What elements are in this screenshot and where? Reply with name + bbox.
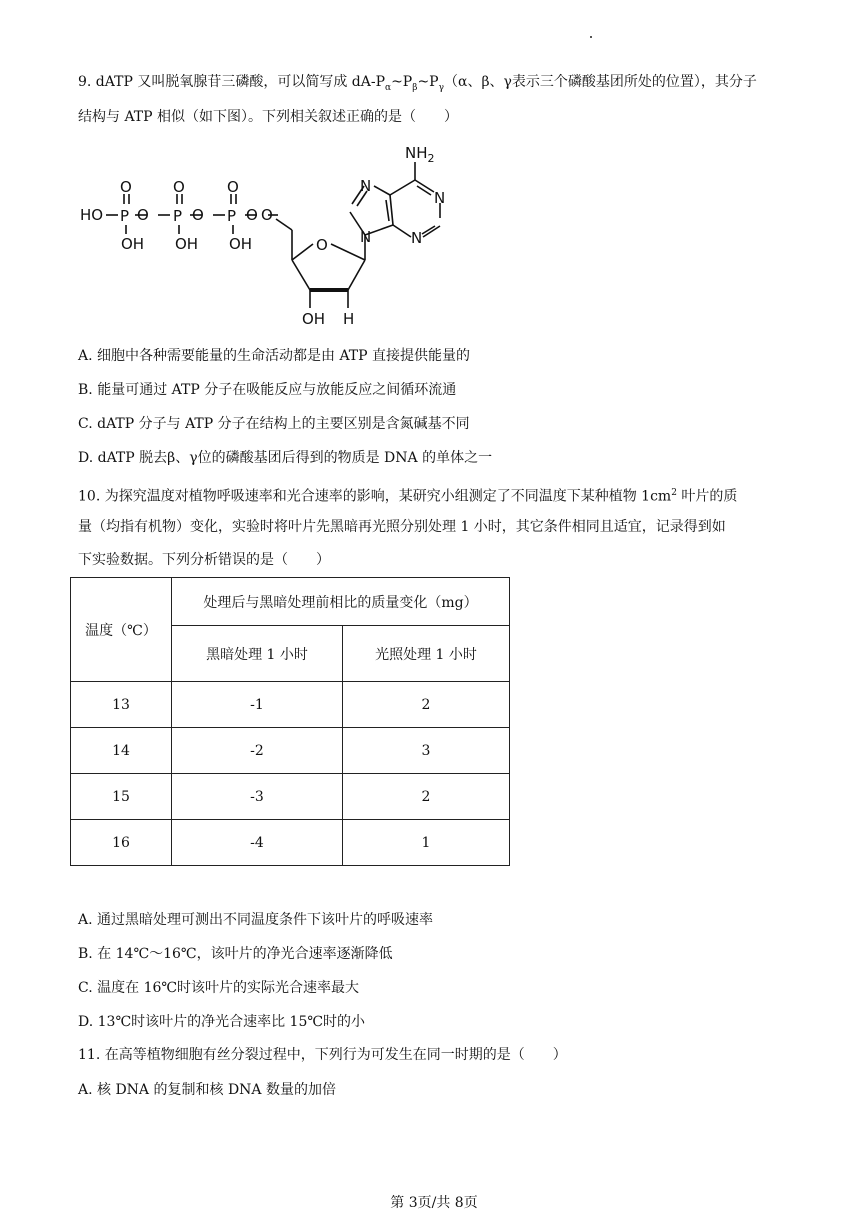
- nh2-label: $NH_2$: [405, 144, 435, 165]
- q9-option-a: A. 细胞中各种需要能量的生命活动都是由 ATP 直接提供能量的: [78, 348, 471, 364]
- o-label: O: [246, 206, 258, 224]
- q9-option-c: C. dATP 分子与 ATP 分子在结构上的主要区别是含氮碱基不同: [78, 416, 470, 432]
- o-label: O: [192, 206, 204, 224]
- experiment-data-table: [70, 577, 510, 866]
- o-label: O: [227, 178, 239, 196]
- header-dark: 黑暗处理 1 小时: [172, 626, 343, 682]
- q10-option-b: B. 在 14℃～16℃，该叶片的净光合速率逐渐降低: [78, 946, 393, 962]
- oh-label: OH: [302, 310, 326, 328]
- cell-temp: 14: [71, 728, 172, 774]
- cell-dark: -4: [172, 820, 343, 866]
- h-label: H: [343, 310, 355, 328]
- o-label: O: [137, 206, 149, 224]
- q9-stem-line2: 结构与 ATP 相似（如下图）。下列相关叙述正确的是（ ）: [78, 109, 459, 125]
- header-mass-change: 处理后与黑暗处理前相比的质量变化（mg）: [172, 578, 510, 626]
- cell-dark: -3: [172, 774, 343, 820]
- table-row: [71, 682, 510, 728]
- q10-stem-line2: 量（均指有机物）变化，实验时将叶片先黑暗再光照分别处理 1 小时，其它条件相同且适宜，记录得到如: [78, 519, 726, 535]
- n-label: N: [411, 229, 423, 247]
- q10-stem-line3: 下实验数据。下列分析错误的是（ ）: [78, 552, 330, 568]
- cell-dark: -2: [172, 728, 343, 774]
- n-label: N: [360, 228, 372, 246]
- q10-option-c: C. 温度在 16℃时该叶片的实际光合速率最大: [78, 980, 360, 996]
- cell-temp: 16: [71, 820, 172, 866]
- p-label: P: [120, 207, 130, 225]
- q9-option-d: D. dATP 脱去β、γ位的磷酸基团后得到的物质是 DNA 的单体之一: [78, 450, 493, 466]
- n-label: N: [434, 189, 446, 207]
- q11-stem: 11. 在高等植物细胞有丝分裂过程中，下列行为可发生在同一时期的是（ ）: [78, 1047, 567, 1063]
- o-label: O: [173, 178, 185, 196]
- o-label: O: [261, 206, 273, 224]
- p-label: P: [173, 207, 183, 225]
- q11-option-a: A. 核 DNA 的复制和核 DNA 数量的加倍: [78, 1082, 336, 1098]
- table-row: [71, 820, 510, 866]
- scan-speck: [590, 36, 592, 38]
- ring-o-label: O: [316, 236, 328, 254]
- n-label: N: [360, 177, 372, 195]
- header-temperature: 温度（℃）: [71, 578, 172, 682]
- ho-label: HO: [80, 206, 104, 224]
- cell-light: 3: [343, 728, 510, 774]
- cell-temp: 15: [71, 774, 172, 820]
- q9-stem-line1: 9. dATP 又叫脱氧腺苷三磷酸，可以简写成 $dA-P_\alpha\sim P_\beta\sim P_\gamma(\alpha$、β、γ表示三个磷酸基团所处的位置），其分子: [78, 74, 757, 93]
- table-row: [71, 774, 510, 820]
- oh-label: OH: [229, 235, 253, 253]
- cell-light: 1: [343, 820, 510, 866]
- o-label: O: [120, 178, 132, 196]
- q10-stem-line1: 10. 为探究温度对植物呼吸速率和光合速率的影响，某研究小组测定了不同温度下某种植物 $1cm^2$ 叶片的质: [78, 488, 738, 505]
- q9-option-b: B. 能量可通过 ATP 分子在吸能反应与放能反应之间循环流通: [78, 382, 457, 398]
- q10-option-a: A. 通过黑暗处理可测出不同温度条件下该叶片的呼吸速率: [78, 912, 434, 928]
- datp-structure-diagram: [78, 140, 478, 332]
- page-footer: 第 3页/共 8页: [390, 1195, 478, 1211]
- p-label: P: [227, 207, 237, 225]
- cell-temp: 13: [71, 682, 172, 728]
- oh-label: OH: [175, 235, 199, 253]
- q10-option-d: D. 13℃时该叶片的净光合速率比 15℃时的小: [78, 1014, 366, 1030]
- cell-light: 2: [343, 774, 510, 820]
- table-row: [71, 728, 510, 774]
- cell-light: 2: [343, 682, 510, 728]
- header-light: 光照处理 1 小时: [343, 626, 510, 682]
- oh-label: OH: [121, 235, 145, 253]
- cell-dark: -1: [172, 682, 343, 728]
